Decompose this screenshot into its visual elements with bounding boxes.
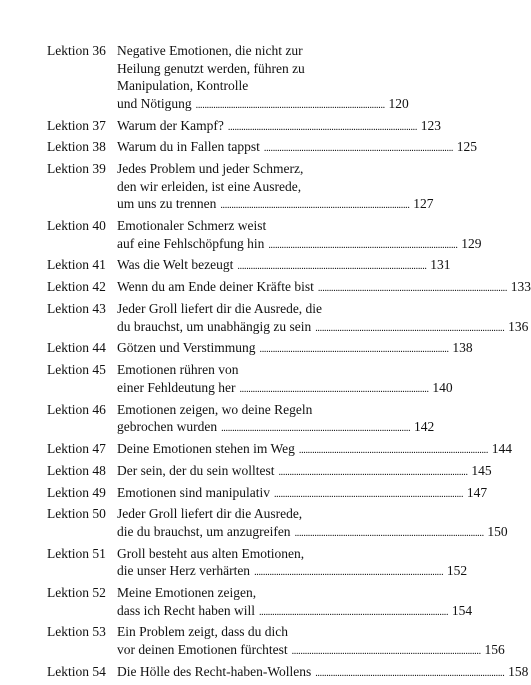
- title-line-text: einer Fehldeutung her: [117, 379, 236, 395]
- toc-entry: [47, 42, 409, 114]
- lesson-number: Lektion 38: [47, 139, 106, 155]
- title-line-text: Was die Welt bezeugt: [117, 257, 234, 273]
- title-line: [117, 300, 528, 318]
- dot-leader: [259, 604, 447, 622]
- dot-leader: [220, 197, 408, 215]
- title-line: [117, 138, 477, 158]
- title-line-text: Götzen und Verstimmung: [117, 340, 256, 356]
- title-line: [117, 178, 433, 196]
- dot-leader: [299, 442, 487, 460]
- title-line: [117, 641, 505, 661]
- dot-leader: [268, 237, 456, 255]
- page-number: 131: [430, 257, 451, 273]
- title-line: [117, 235, 481, 255]
- title-line-text: Jeder Groll liefert dir die Ausrede, die: [117, 301, 323, 317]
- title-line: [117, 602, 472, 622]
- toc-entry: [47, 278, 531, 298]
- toc-entry: [47, 401, 435, 438]
- lesson-number: Lektion 36: [47, 43, 106, 58]
- title-line-text: Groll besteht aus alten Emotionen,: [117, 545, 305, 561]
- title-line: [117, 418, 434, 438]
- lesson-number: Lektion 46: [47, 401, 106, 417]
- page-number: 150: [487, 523, 508, 539]
- title-line-text: Emotionaler Schmerz weist: [117, 218, 267, 234]
- toc-entry: [47, 256, 451, 276]
- title-line-text: du brauchst, um unabhängig zu sein: [117, 318, 312, 334]
- toc-entry: [47, 505, 508, 542]
- title-line: [117, 95, 409, 115]
- dot-leader: [260, 341, 448, 359]
- title-line-text: Warum du in Fallen tappst: [117, 139, 260, 155]
- title-line: [117, 217, 481, 235]
- title-line-text: Heilung genutzt werden, führen zu: [117, 60, 305, 76]
- title-line: [117, 339, 473, 359]
- dot-leader: [221, 420, 409, 438]
- title-line-text: und Nötigung: [117, 95, 192, 111]
- title-line-text: Jedes Problem und jeder Schmerz,: [117, 161, 304, 177]
- dot-leader: [292, 643, 480, 661]
- title-line: [117, 505, 508, 523]
- toc-entry: [47, 545, 468, 582]
- toc-entry: [47, 217, 482, 254]
- lesson-title: [117, 401, 434, 438]
- lesson-number: Lektion 40: [47, 218, 106, 234]
- lesson-title: [117, 545, 467, 582]
- title-line-text: Warum der Kampf?: [117, 117, 224, 133]
- page-number: 142: [413, 419, 435, 435]
- page-number: 136: [508, 318, 529, 334]
- page-number: 133: [510, 279, 531, 295]
- title-line: [117, 545, 467, 563]
- page-number: 140: [432, 379, 453, 395]
- dot-leader: [274, 486, 462, 504]
- page-number: 147: [466, 484, 488, 500]
- title-line-text: Emotionen zeigen, wo deine Regeln: [117, 401, 313, 417]
- dot-leader: [228, 119, 416, 137]
- dot-leader: [278, 464, 466, 482]
- title-line-text: Jeder Groll liefert dir die Ausrede,: [117, 506, 303, 522]
- lesson-title: [117, 623, 505, 660]
- title-line-text: dass ich Recht haben will: [117, 602, 255, 618]
- dot-leader: [318, 280, 506, 298]
- lesson-title: [117, 300, 528, 337]
- lesson-number: Lektion 41: [47, 257, 106, 273]
- title-line-text: die unser Herz verhärten: [117, 563, 251, 579]
- page-number: 158: [508, 663, 529, 679]
- title-line: [117, 278, 531, 298]
- toc-entry: [47, 339, 473, 359]
- toc-entry: [47, 361, 453, 398]
- title-line: [117, 623, 505, 641]
- title-line-text: Wenn du am Ende deiner Kräfte bist: [117, 279, 314, 295]
- dot-leader: [264, 140, 452, 158]
- title-line-text: auf eine Fehlschöpfung hin: [117, 235, 265, 251]
- toc-entry: [47, 462, 492, 482]
- title-line-text: vor deinen Emotionen fürchtest: [117, 642, 288, 657]
- lesson-number: Lektion 37: [47, 117, 106, 133]
- lesson-title: [117, 217, 481, 254]
- title-line: [117, 484, 487, 504]
- title-line: [117, 361, 453, 379]
- lesson-number: Lektion 50: [47, 506, 106, 522]
- lesson-title: [117, 505, 508, 542]
- title-line: [117, 77, 409, 95]
- page-number: 129: [461, 235, 482, 251]
- title-line-text: Die Hölle des Recht-haben-Wollens: [117, 663, 312, 679]
- table-of-contents: [47, 42, 531, 685]
- toc-entry: [47, 484, 488, 504]
- lesson-title: [117, 117, 441, 137]
- toc-entry: [47, 138, 477, 158]
- page-number: 156: [484, 642, 505, 657]
- title-line-text: Deine Emotionen stehen im Weg: [117, 440, 295, 456]
- toc-entry: [47, 300, 529, 337]
- lesson-number: Lektion 51: [47, 545, 106, 561]
- lesson-number: Lektion 48: [47, 462, 106, 478]
- lesson-number: Lektion 47: [47, 440, 106, 456]
- lesson-number: Lektion 52: [47, 585, 106, 601]
- title-line-text: gebrochen wurden: [117, 419, 218, 435]
- title-line: [117, 117, 441, 137]
- title-line: [117, 256, 451, 276]
- title-line-text: Emotionen sind manipulativ: [117, 484, 270, 500]
- title-line: [117, 440, 512, 460]
- title-line-text: Ein Problem zeigt, dass du dich: [117, 624, 288, 640]
- page-number: 125: [456, 139, 477, 155]
- title-line: [117, 663, 528, 683]
- lesson-number: Lektion 54: [47, 663, 106, 679]
- title-line: [117, 462, 492, 482]
- lesson-number: Lektion 42: [47, 279, 106, 295]
- lesson-number: Lektion 44: [47, 340, 106, 356]
- toc-entry: [47, 663, 529, 683]
- lesson-title: [117, 256, 451, 276]
- lesson-title: [117, 584, 472, 621]
- toc-entry: [47, 623, 505, 660]
- title-line: [117, 60, 409, 78]
- title-line-text: Der sein, der du sein wolltest: [117, 462, 275, 478]
- dot-leader: [295, 525, 483, 543]
- page-number: 120: [388, 95, 409, 111]
- title-line-text: den wir erleiden, ist eine Ausrede,: [117, 178, 302, 194]
- lesson-title: [117, 42, 409, 114]
- lesson-number: Lektion 49: [47, 484, 106, 500]
- title-line: [117, 584, 472, 602]
- lesson-title: [117, 440, 512, 460]
- toc-entry: [47, 117, 441, 137]
- lesson-number: Lektion 45: [47, 362, 106, 378]
- toc-entry: [47, 440, 512, 460]
- page-number: 154: [451, 602, 473, 618]
- page-number: 145: [471, 462, 492, 478]
- title-line: [117, 562, 467, 582]
- dot-leader: [237, 258, 425, 276]
- lesson-title: [117, 160, 433, 215]
- toc-entry: [47, 584, 473, 621]
- page-number: 144: [491, 440, 512, 456]
- title-line-text: Negative Emotionen, die nicht zur: [117, 43, 303, 58]
- page-number: 123: [420, 117, 441, 133]
- page-number: 138: [452, 340, 473, 356]
- title-line: [117, 401, 434, 419]
- title-line: [117, 195, 433, 215]
- title-line-text: die du brauchst, um anzugreifen: [117, 523, 291, 539]
- lesson-title: [117, 484, 487, 504]
- title-line: [117, 523, 508, 543]
- lesson-number: Lektion 53: [47, 624, 106, 640]
- title-line-text: Meine Emotionen zeigen,: [117, 585, 257, 601]
- page-number: 152: [446, 563, 468, 579]
- page-number: 127: [413, 196, 434, 212]
- dot-leader: [196, 97, 384, 115]
- dot-leader: [315, 320, 503, 338]
- dot-leader: [239, 381, 427, 399]
- title-line-text: Emotionen rühren von: [117, 362, 239, 378]
- dot-leader: [315, 665, 503, 683]
- title-line-text: Manipulation, Kontrolle: [117, 78, 249, 94]
- title-line: [117, 318, 528, 338]
- dot-leader: [254, 564, 442, 582]
- title-line: [117, 379, 453, 399]
- lesson-number: Lektion 39: [47, 161, 106, 177]
- title-line: [117, 160, 433, 178]
- title-line-text: um uns zu trennen: [117, 196, 217, 212]
- lesson-number: Lektion 43: [47, 301, 106, 317]
- toc-entry: [47, 160, 434, 215]
- lesson-title: [117, 663, 528, 683]
- lesson-title: [117, 278, 531, 298]
- lesson-title: [117, 339, 473, 359]
- lesson-title: [117, 138, 477, 158]
- lesson-title: [117, 462, 492, 482]
- lesson-title: [117, 361, 453, 398]
- title-line: [117, 42, 409, 60]
